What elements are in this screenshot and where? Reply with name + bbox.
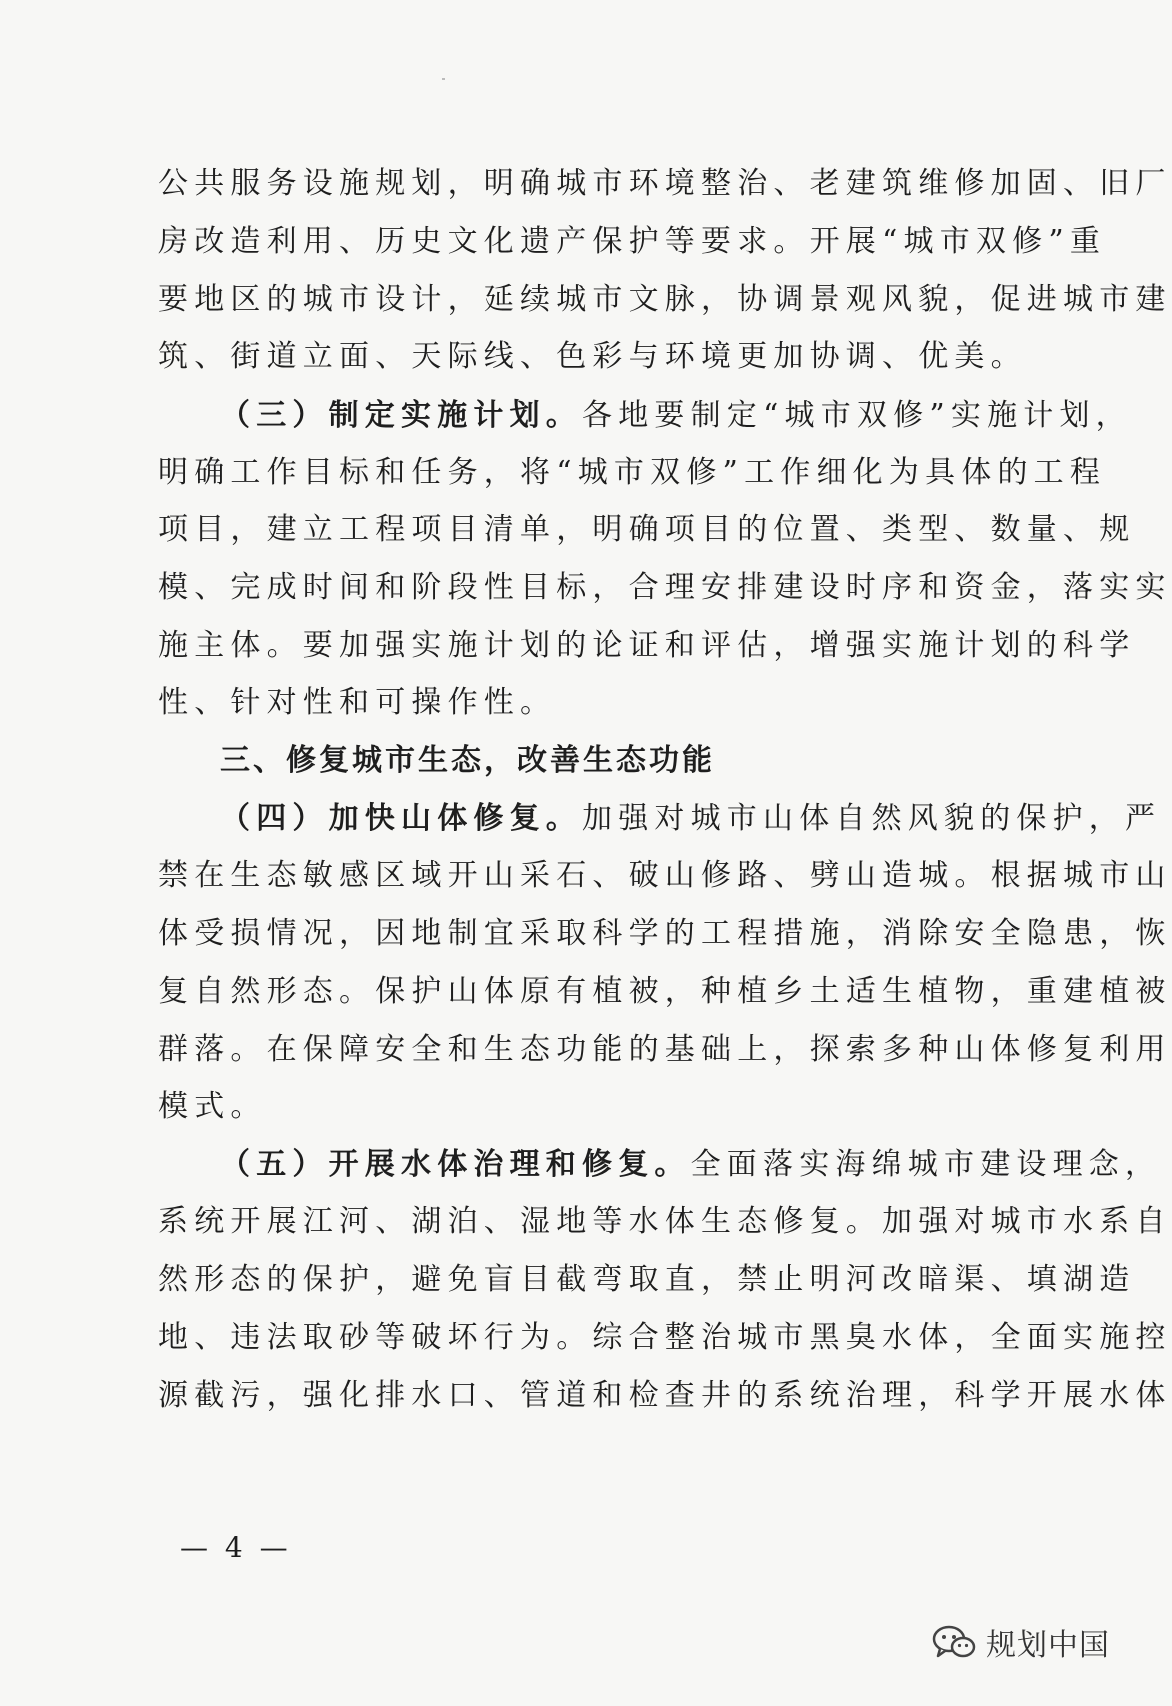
page-number: — 4 — [180, 1531, 292, 1564]
text-line: 地、违法取砂等破坏行为。综合整治城市黑臭水体，全面实施控 [158, 1320, 1172, 1355]
text-line: 性、针对性和可操作性。 [158, 685, 557, 720]
text-line: 明确工作目标和任务，将“城市双修”工作细化为具体的工程 [158, 455, 1107, 490]
text-line: 复自然形态。保护山体原有植被，种植乡土适生植物，重建植被 [158, 974, 1172, 1009]
text-line: 禁在生态敏感区域开山采石、破山修路、劈山造城。根据城市山 [158, 858, 1172, 893]
paragraph-title: （四）加快山体修复。 [220, 801, 582, 836]
text-line: 然形态的保护，避免盲目截弯取直，禁止明河改暗渠、填湖造 [158, 1262, 1136, 1297]
paragraph-first-line [220, 396, 1132, 436]
text-line: 房改造利用、历史文化遗产保护等要求。开展“城市双修”重 [158, 224, 1107, 259]
text-line: 源截污，强化排水口、管道和检查井的系统治理，科学开展水体 [158, 1378, 1172, 1413]
paragraph-text: 各地要制定“城市双修”实施计划， [582, 398, 1132, 433]
text-line: 模、完成时间和阶段性目标，合理安排建设时序和资金，落实实 [158, 570, 1172, 605]
text-line: 公共服务设施规划，明确城市环境整治、老建筑维修加固、旧厂 [158, 166, 1172, 201]
text-line: 模式。 [158, 1089, 267, 1124]
paragraph-first-line [220, 799, 1162, 839]
wechat-icon [930, 1622, 978, 1662]
text-line: 施主体。要加强实施计划的论证和评估，增强实施计划的科学 [158, 628, 1136, 663]
text-line: 体受损情况，因地制宜采取科学的工程措施，消除安全隐患，恢 [158, 916, 1172, 951]
section-heading: 三、修复城市生态，改善生态功能 [220, 743, 715, 778]
watermark-text: 规划中国 [986, 1628, 1110, 1663]
paragraph-title: （三）制定实施计划。 [220, 398, 582, 433]
text-line: 项目，建立工程项目清单，明确项目的位置、类型、数量、规 [158, 512, 1136, 547]
paragraph-text: 加强对城市山体自然风貌的保护，严 [582, 801, 1162, 836]
paragraph-text: 全面落实海绵城市建设理念， [690, 1147, 1162, 1182]
paragraph-title: （五）开展水体治理和修复。 [220, 1147, 691, 1182]
paragraph-first-line [220, 1145, 1162, 1185]
scan-speck [442, 78, 445, 80]
text-line: 系统开展江河、湖泊、湿地等水体生态修复。加强对城市水系自 [158, 1204, 1172, 1239]
text-line: 群落。在保障安全和生态功能的基础上，探索多种山体修复利用 [158, 1032, 1172, 1067]
watermark [930, 1620, 1110, 1664]
text-line: 筑、街道立面、天际线、色彩与环境更加协调、优美。 [158, 339, 1027, 374]
text-line: 要地区的城市设计，延续城市文脉，协调景观风貌，促进城市建 [158, 282, 1172, 317]
